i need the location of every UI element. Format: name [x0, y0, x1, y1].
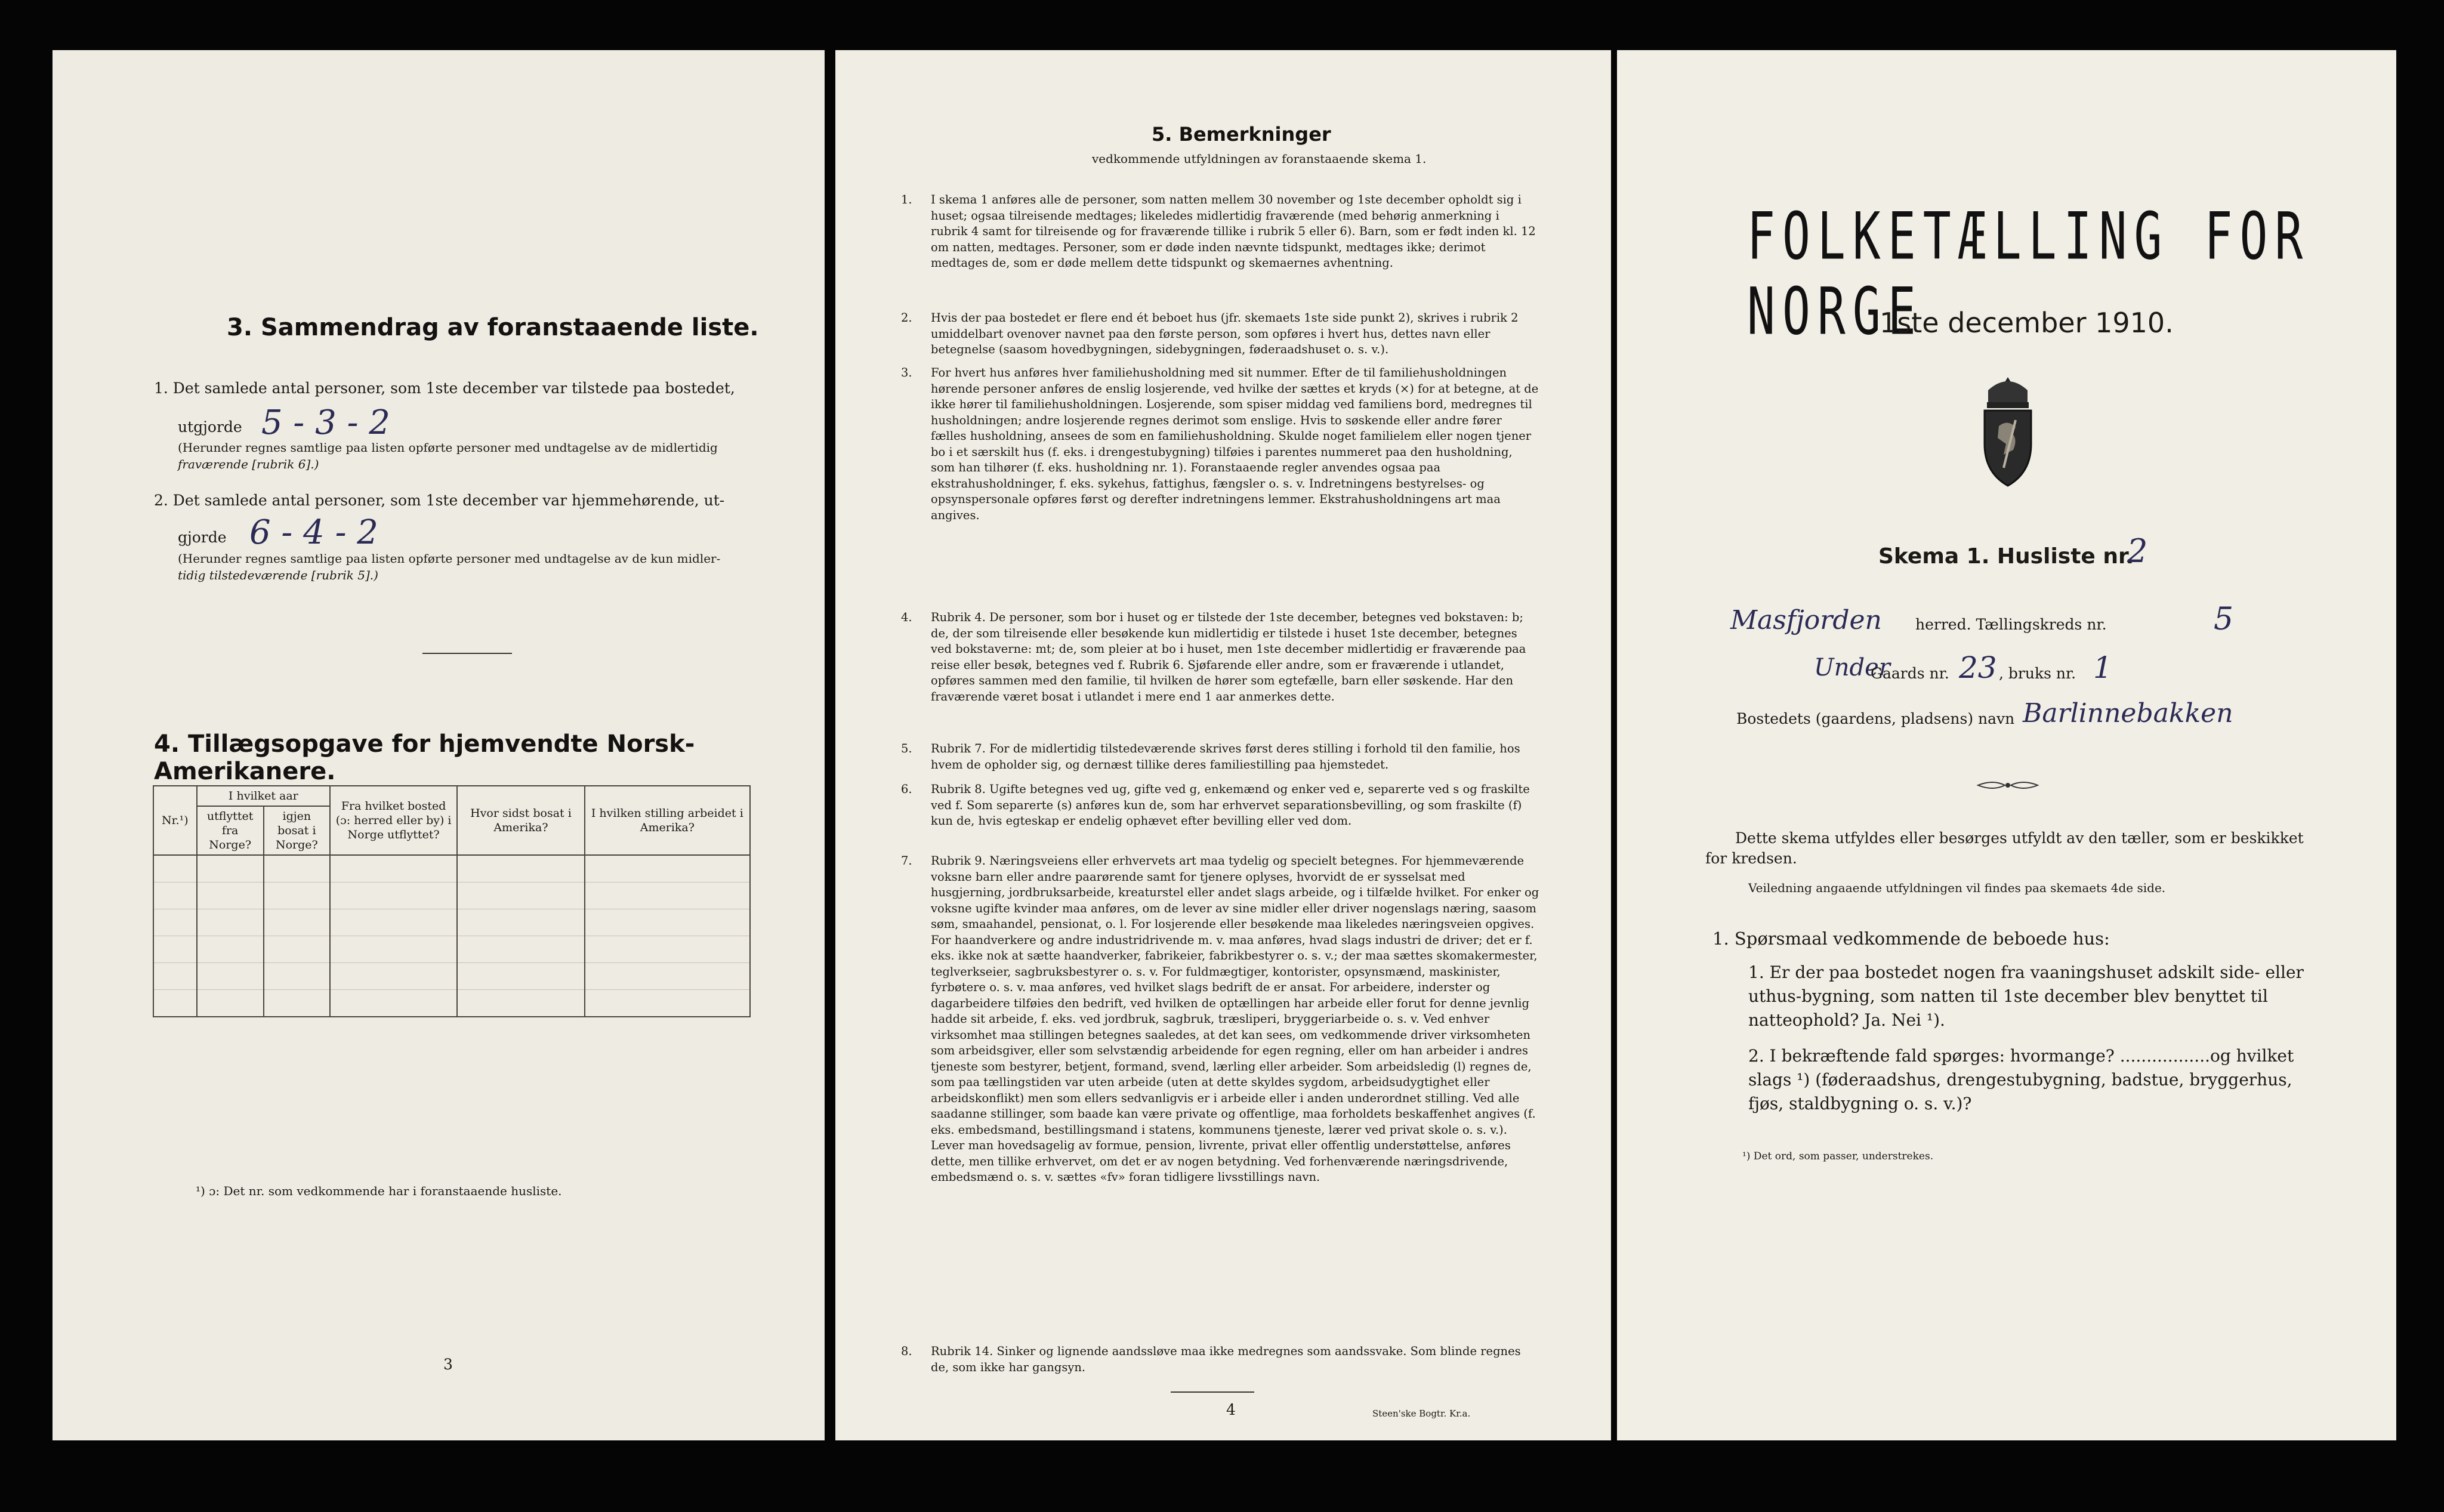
census-date: 1ste december 1910. — [1880, 307, 2174, 339]
table-row — [153, 936, 750, 963]
bosted-value: Barlinnebakken — [2023, 698, 2233, 729]
table-row — [153, 963, 750, 990]
table-row — [153, 855, 750, 882]
gaard-label: Gaards nr. — [1871, 665, 1949, 682]
bruk-label: , bruks nr. — [1999, 665, 2076, 682]
herred-label: herred. Tællingskreds nr. — [1915, 616, 2107, 633]
page-number-middle: 4 — [1226, 1401, 1236, 1418]
page-middle — [835, 50, 1611, 1440]
husliste-number: 2 — [2127, 532, 2148, 570]
remarks-subheading: vedkommende utfyldningen av foranstaaende skema 1. — [1092, 152, 1427, 166]
norsk-amerikanere-table — [153, 785, 751, 1017]
page-left — [53, 50, 825, 1440]
remarks-heading: 5. Bemerkninger — [1152, 123, 1331, 146]
left-footnote: ¹) ɔ: Det nr. som vedkommende har i foranstaaende husliste. — [196, 1184, 562, 1198]
herred-value: Masfjorden — [1730, 605, 1882, 635]
remark-4: 4. Rubrik 4. De personer, som bor i huset og er tilstede der 1ste december, betegnes ved bokstaven: b; de, der som tilreisende eller besøkende kun midlertidig er tilstede i huset 1ste december, betegnes ved bokstaverne: mt; de, som pleier at bo i huset, men 1ste december midlertidig er fraværende paa reise eller besøk, betegnes ved f. Rubrik 6. Sjøfarende eller andre, som er fraværende i utlandet, opføres sammen med den familie, til hvilken de hører som egtefælle, barn eller søskende. Har den fraværende været bosat i utlandet i mere end 1 aar anmerkes dette. — [901, 610, 1526, 703]
item1-note2: fraværende [rubrik 6].) — [178, 457, 319, 471]
kreds-number: 5 — [2214, 601, 2234, 637]
bruk-number: 1 — [2093, 650, 2112, 685]
page-number-left: 3 — [443, 1356, 453, 1373]
table-row — [153, 990, 750, 1017]
col-last: Hvor sidst bosat i Amerika? — [457, 786, 584, 855]
remark-2: 2. Hvis der paa bostedet er flere end ét beboet hus (jfr. skemaets 1ste side punkt 2), skrives i rubrik 2 umiddelbart ovenover navnet paa den første person, som opføres i hvert hus, dettes navn eller betegnelse (saasom hovedbygningen, sidebygningen, føderaadshuset o. s. v.). — [901, 311, 1519, 356]
bosted-label: Bostedets (gaardens, pladsens) navn — [1736, 710, 2015, 727]
instructions: Dette skema utfyldes eller besørges utfyldt av den tæller, som er beskikket for kredsen. — [1705, 829, 2304, 867]
item1-note1: (Herunder regnes samtlige paa listen opførte personer med undtagelse av de midlertidig — [178, 440, 718, 455]
questions-heading: 1. Spørsmaal vedkommende de beboede hus: — [1712, 928, 2110, 949]
printer-mark: Steen'ske Bogtr. Kr.a. — [1372, 1408, 1471, 1419]
remark-8: 8. Rubrik 14. Sinker og lignende aandssløve maa ikke medregnes som aandssvake. Som blinde regnes de, som ikke har gangsyn. — [901, 1344, 1521, 1374]
table-row — [153, 882, 750, 909]
remark-1: 1. I skema 1 anføres alle de personer, som natten mellem 30 november og 1ste december opholdt sig i huset; ogsaa tilreisende medtages; likeledes midlertidig fraværende (med behørig anmerkning i rubrik 4 samt for tilreisende og for fraværende tillike i rubrik 5 eller 6). Barn, som er født inden kl. 12 om natten, medtages. Personer, som er døde inden nævnte tidspunkt, medtages ikke; derimot medtages de, som er døde mellem dette tidspunkt og skemaernes avhentning. — [901, 193, 1536, 270]
remark-6: 6. Rubrik 8. Ugifte betegnes ved ug, gifte ved g, enkemænd og enker ved e, separerte ved s og fraskilte ved f. Som separerte (s) anføres kun de, som har erhvervet separationsbevilling, og som fraskilte (f) kun de, hvis egteskap er endelig ophævet efter bevilling eller ved dom. — [901, 782, 1530, 828]
col-emigrated: utflyttet fra Norge? — [197, 806, 264, 855]
col-returned: igjen bosat i Norge? — [264, 806, 330, 855]
question-2: 2. I bekræftende fald spørges: hvormange? .................og hvilket slags ¹) (føderaadshus, drengestubygning, badstue, bryggerhus, fjøs, staldbygning o. s. v.)? — [1748, 1046, 2294, 1113]
table-row — [153, 909, 750, 936]
remark-7: 7. Rubrik 9. Næringsveiens eller erhvervets art maa tydelig og specielt betegnes. For hjemmeværende voksne barn eller andre paarørende samt for tjenere oplyses, hvorvidt de er sysselsat med husgjerning, jordbruksarbeide, kreaturstel eller andet slags arbeide, og i tilfælde hvilket. For enker og voksne ugifte kvinder maa anføres, om de lever av sine midler eller driver nogenslags næring, saasom søm, smaahandel, pensionat, o. l. For losjerende eller besøkende maa likeledes næringsveien opgives. For haandverkere og andre industridrivende m. v. maa anføres, hvad slags industri de driver; det er f. eks. ikke nok at sætte haandverker, fabrikeier, fabrikbestyrer o. s. v.; der maa sættes skomakermester, teglverkseier, sagbruksbestyrer o. s. v. For fuldmægtiger, kontorister, opsynsmænd, maskinister, fyrbøtere o. s. v. maa anføres, ved hvilket slags bedrift de er ansat. For arbeidere, inderster og dagarbeidere tilføies den bedrift, ved hvilken de optællingen har arbeide eller forut for denne jevnlig hadde sit arbeide, f. eks. ved jordbruk, sagbruk, træsliperi, bryggeriarbeide o. s. v. Ved enhver virksomhet maa stillingen betegnes saaledes, at det kan sees, om vedkommende driver virksomheten som arbeidsgiver, eller som selvstændig arbeidende for egen regning, eller om han arbeider i andres tjeneste som bestyrer, betjent, formand, svend, lærling eller arbeider. Som arbeidsledig (l) regnes de, som paa tællingstiden var uten arbeide (uten at dette skyldes sygdom, arbeidsudygtighet eller arbeidskonflikt) men som ellers sedvanligvis er i arbeide eller i anden underordnet stilling. Ved alle saadanne stillinger, som baade kan være private og offentlige, maa forholdets beskaffenhet angives (f. eks. embedsmand, bestillingsmand i statens, kommunens tjeneste, lærer ved privat skole o. s. v.). Lever man hovedsagelig av formue, pension, livrente, privat eller offentlig understøttelse, anføres dette, men tillike erhvervet, om det er av nogen betydning. Ved forhenværende næringsdrivende, embedsmænd o. s. v. sættes «fv» foran tidligere livsstillings navn. — [901, 854, 1539, 1184]
item2-note1: (Herunder regnes samtlige paa listen opførte personer med undtagelse av de kun midler- — [178, 551, 721, 566]
gaard-prefix: Under — [1814, 654, 1890, 681]
remark-5: 5. Rubrik 7. For de midlertidig tilstedeværende skrives først deres stilling i forhold til den familie, hos hvem de opholder sig, og dernæst tillike deres familiestilling paa hjemstedet. — [901, 742, 1520, 772]
gaard-number: 23 — [1959, 650, 1997, 685]
col-group: I hvilket aar — [197, 786, 330, 806]
item1-label: utgjorde — [178, 418, 242, 436]
divider — [1171, 1391, 1254, 1393]
ornament-icon — [1975, 778, 2041, 792]
remark-3: 3. For hvert hus anføres hver familiehusholdning med sit nummer. Efter de til familiehusholdningen hørende personer anføres de enslig losjerende, ved hvilke der sættes et kryds (×) for at betegne, at de ikke hører til familiehusholdningen. Losjerende, som spiser middag ved familiens bord, medregnes til husholdningen; andre losjerende regnes derimot som enslige. Hvis to søskende eller andre fører fælles husholdning, ansees de som en familiehusholdning. Skulde noget familielem eller nogen tjener bo i et særskilt hus (f. eks. i drengestubygning) tilføies i parentes nummeret paa den husholdning, som han tilhører (f. eks. husholdning nr. 1). Foranstaaende regler anvendes ogsaa paa ekstrahusholdninger, f. eks. sykehus, fattighus, fængsler o. s. v. Indretningens bestyrelses- og opsynspersonale opføres først og derefter indretningens lemmer. Ekstrahusholdningens art maa angives. — [901, 366, 1539, 522]
main-title: FOLKETÆLLING FOR NORGE — [1747, 199, 2310, 350]
question-1: 1. Er der paa bostedet nogen fra vaaningshuset adskilt side- eller uthus-bygning, som natten til 1ste december blev benyttet til natteophold? Ja. Nei ¹). — [1748, 962, 2304, 1030]
right-footnote: ¹) Det ord, som passer, understrekes. — [1742, 1150, 1934, 1162]
col-nr: Nr.¹) — [153, 786, 197, 855]
page-right — [1617, 50, 2396, 1440]
col-from: Fra hvilket bosted (ɔ: herred eller by) i Norge utflyttet? — [330, 786, 457, 855]
item2-label: gjorde — [178, 529, 227, 546]
item1-value: 5 - 3 - 2 — [261, 403, 390, 442]
section3-heading: 3. Sammendrag av foranstaaende liste. — [227, 314, 759, 341]
instructions-note: Veiledning angaaende utfyldningen vil findes paa skemaets 4de side. — [1748, 881, 2166, 895]
section4-heading: 4. Tillægsopgave for hjemvendte Norsk-Amerikanere. — [154, 730, 695, 785]
col-position: I hvilken stilling arbeidet i Amerika? — [585, 786, 750, 855]
coat-of-arms-icon — [1975, 372, 2041, 492]
item2-value: 6 - 4 - 2 — [249, 513, 378, 552]
divider — [422, 653, 512, 654]
item2-note2: tidig tilstedeværende [rubrik 5].) — [178, 568, 378, 582]
schema-label: Skema 1. Husliste nr. — [1878, 544, 2134, 569]
item2-text: 2. Det samlede antal personer, som 1ste december var hjemmehørende, ut- — [154, 492, 725, 509]
item1-text: 1. Det samlede antal personer, som 1ste december var tilstede paa bostedet, — [154, 379, 735, 397]
